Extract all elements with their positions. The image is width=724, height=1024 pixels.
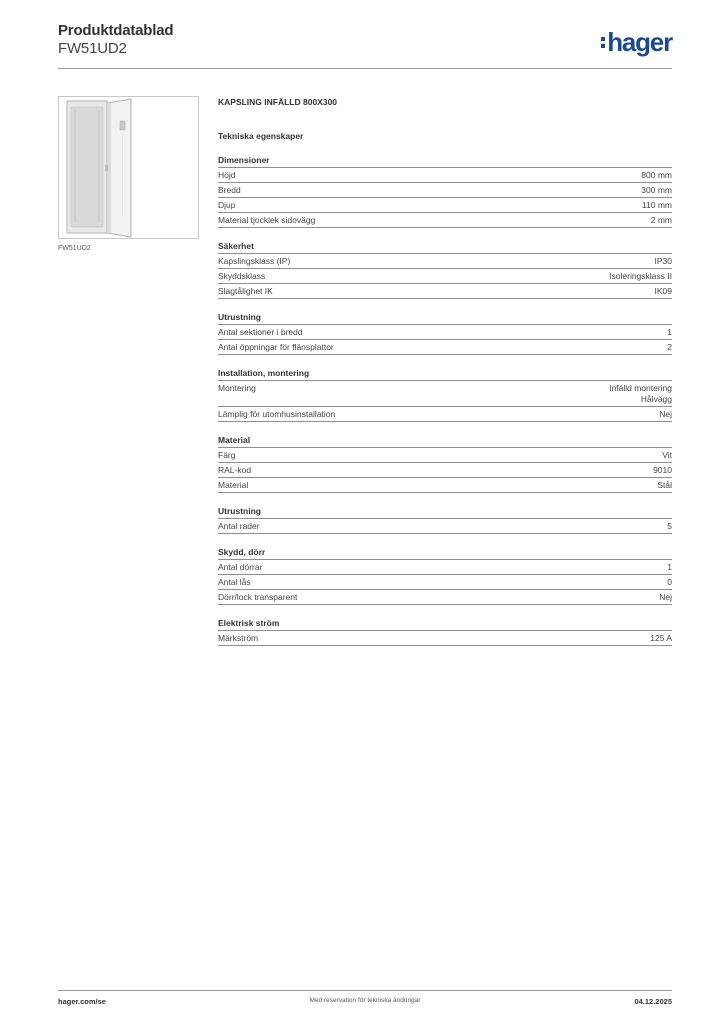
spec-label: Montering xyxy=(218,383,256,393)
document-title: Produktdatablad xyxy=(58,22,174,39)
spec-row xyxy=(218,183,672,198)
spec-row xyxy=(218,463,672,478)
spec-label: Skyddsklass xyxy=(218,271,266,281)
spec-label: Antal rader xyxy=(218,521,260,531)
image-caption: FW51UD2 xyxy=(58,245,91,252)
spec-label: Dörr/lock transparent xyxy=(218,592,298,602)
spec-row xyxy=(218,448,672,463)
spec-value: 2 mm xyxy=(650,215,672,225)
spec-row xyxy=(218,560,672,575)
spec-label: Lämplig för utomhusinstallation xyxy=(218,409,336,419)
spec-value: 1 xyxy=(667,562,672,572)
spec-label: Antal dörrar xyxy=(218,562,263,572)
product-name: KAPSLING INFÄLLD 800X300 xyxy=(218,97,338,107)
spec-value: Infälld montering Hålvägg xyxy=(609,383,672,404)
spec-group-safety xyxy=(218,239,672,299)
spec-value: Vit xyxy=(662,450,672,460)
spec-row xyxy=(218,575,672,590)
spec-row xyxy=(218,168,672,183)
spec-label: Antal sektioner i bredd xyxy=(218,327,303,337)
spec-label: Slagtålighet IK xyxy=(218,286,273,296)
spec-value: 300 mm xyxy=(641,185,672,195)
disclaimer: Med reservation för tekniska ändringar xyxy=(309,997,421,1004)
spec-row xyxy=(218,631,672,646)
spec-row xyxy=(218,254,672,269)
group-title: Skydd, dörr xyxy=(218,545,672,560)
spec-label: Material tjocklek sidovägg xyxy=(218,215,316,225)
spec-value: Isoleringsklass II xyxy=(609,271,672,281)
spec-value: 5 xyxy=(667,521,672,531)
logo-dots-icon xyxy=(601,37,605,48)
spec-label: Höjd xyxy=(218,170,236,180)
spec-label: Antal lås xyxy=(218,577,251,587)
spec-group-door xyxy=(218,545,672,605)
spec-value: IP30 xyxy=(654,256,672,266)
spec-label: Djup xyxy=(218,200,236,210)
spec-value: 0 xyxy=(667,577,672,587)
document-date: 04.12.2025 xyxy=(634,997,672,1006)
spec-group-dimensions xyxy=(218,153,672,228)
group-title: Installation, montering xyxy=(218,366,672,381)
spec-value: 110 mm xyxy=(641,200,672,210)
group-title: Elektrisk ström xyxy=(218,616,672,631)
spec-group-electrical xyxy=(218,616,672,646)
spec-row xyxy=(218,340,672,355)
spec-row xyxy=(218,325,672,340)
spec-value: Nej xyxy=(659,409,672,419)
spec-row xyxy=(218,269,672,284)
spec-value: 125 A xyxy=(650,633,672,643)
hager-logo xyxy=(601,28,672,56)
product-code: FW51UD2 xyxy=(58,40,127,57)
spec-label: Kapslingsklass (IP) xyxy=(218,256,291,266)
website-link[interactable]: hager.com/se xyxy=(58,997,106,1006)
spec-group-equipment-rows xyxy=(218,504,672,534)
spec-value: 2 xyxy=(667,342,672,352)
spec-value: 800 mm xyxy=(641,170,672,180)
spec-row xyxy=(218,478,672,493)
spec-label: Bredd xyxy=(218,185,241,195)
spec-label: Färg xyxy=(218,450,236,460)
product-image xyxy=(58,96,199,239)
spec-group-equipment xyxy=(218,310,672,355)
spec-row xyxy=(218,590,672,605)
spec-row xyxy=(218,198,672,213)
logo-text: hager xyxy=(607,27,672,57)
group-title: Dimensioner xyxy=(218,153,672,168)
spec-label: Märkström xyxy=(218,633,259,643)
spec-value: Stål xyxy=(657,480,672,490)
document-header xyxy=(58,22,672,58)
spec-value: 1 xyxy=(667,327,672,337)
spec-row xyxy=(218,213,672,228)
footer-divider xyxy=(58,990,672,991)
group-title: Säkerhet xyxy=(218,239,672,254)
spec-row xyxy=(218,519,672,534)
enclosure-illustration-icon xyxy=(59,97,198,238)
spec-value: Nej xyxy=(659,592,672,602)
spec-row xyxy=(218,407,672,422)
header-divider xyxy=(58,68,672,69)
section-title: Tekniska egenskaper xyxy=(218,131,304,141)
spec-label: RAL-kod xyxy=(218,465,252,475)
spec-group-material xyxy=(218,433,672,493)
group-title: Utrustning xyxy=(218,504,672,519)
group-title: Material xyxy=(218,433,672,448)
spec-row xyxy=(218,381,672,407)
specifications xyxy=(218,96,672,646)
spec-row xyxy=(218,284,672,299)
spec-value: 9010 xyxy=(653,465,672,475)
group-title: Utrustning xyxy=(218,310,672,325)
spec-label: Antal öppningar för flänsplattor xyxy=(218,342,334,352)
spec-group-installation xyxy=(218,366,672,422)
spec-label: Material xyxy=(218,480,249,490)
spec-value: IK09 xyxy=(654,286,672,296)
